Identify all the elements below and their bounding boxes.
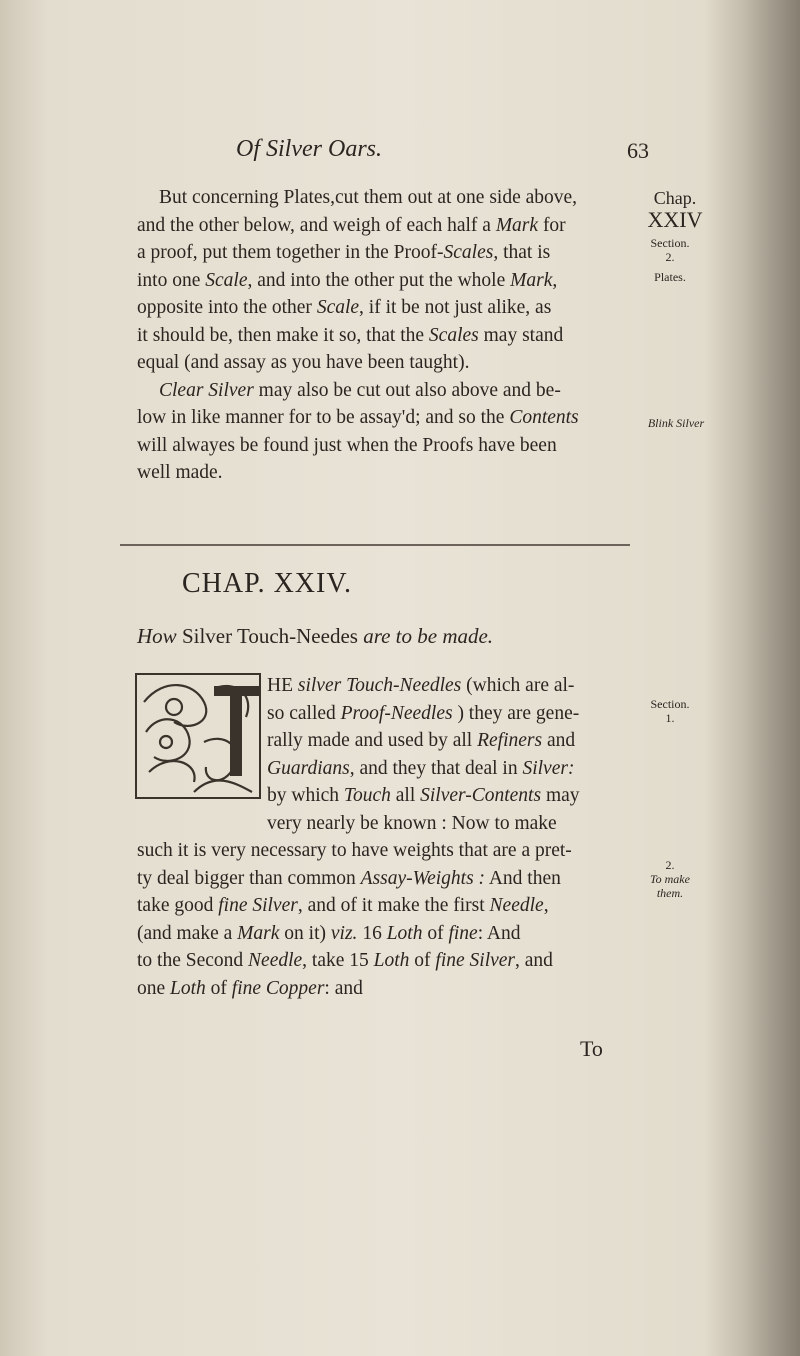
italic-span: Needle [248, 950, 303, 971]
italic-span: Clear Silver [159, 379, 254, 401]
text-span: by which [267, 785, 344, 806]
text-span: (and make a [137, 922, 238, 944]
text-line [137, 404, 627, 432]
chapter-heading: CHAP. XXIV. [182, 568, 352, 599]
italic-span: viz. [330, 922, 358, 944]
text-line [137, 672, 627, 700]
italic-span: Scales [443, 242, 494, 263]
margin-section-note [640, 236, 700, 284]
italic-span: fine Silver [218, 895, 298, 916]
margin-chap-number: XXIV [647, 207, 703, 232]
margin-plates: Plates. [654, 270, 686, 284]
italic-span: are to be made. [363, 624, 494, 648]
margin-note3-to-make: To make [650, 872, 690, 886]
text-line [137, 432, 627, 460]
margin-section-number: 2. [665, 250, 675, 264]
text-span: , that is [493, 242, 551, 263]
text-line [137, 920, 627, 948]
text-line [137, 837, 627, 865]
section-divider [120, 544, 630, 546]
italic-span: Guardians [267, 757, 350, 779]
text-span: take good [137, 895, 219, 916]
margin-chap-note [640, 188, 710, 232]
paragraph-plates [137, 184, 627, 487]
text-span: such it is very necessary to have weights that are a pret- [137, 840, 572, 861]
margin-section-label: Section. [650, 236, 690, 250]
text-span: And then [485, 867, 561, 889]
text-span: into one [137, 269, 206, 291]
margin-note3-them: them. [656, 886, 684, 900]
text-span: But concerning Plates,cut them out at one side above, [159, 187, 578, 208]
text-line [137, 810, 627, 838]
text-span: 16 [357, 922, 387, 944]
italic-span: Refiners [477, 730, 543, 751]
text-line [137, 377, 627, 405]
text-span: , [543, 895, 549, 916]
italic-span: Loth [386, 922, 423, 944]
text-span: low in like manner for to be assay'd; and so the [137, 407, 510, 428]
text-line [137, 892, 627, 920]
italic-span: Assay-Weights : [360, 867, 486, 889]
text-span: rally made and used by all [267, 730, 478, 751]
text-span: , take 15 [302, 950, 374, 971]
italic-span: Mark [495, 214, 539, 236]
margin-section2-label: Section. [650, 697, 690, 711]
italic-span: Loth [170, 977, 206, 999]
text-span: (which are al- [461, 675, 575, 696]
italic-span: Mark [510, 269, 553, 291]
text-span: , if it be not just alike, as [359, 297, 552, 318]
text-span: , and they that deal in [349, 757, 523, 779]
page-number: 63 [627, 138, 649, 163]
italic-span: fine [448, 922, 478, 944]
text-span: of [422, 922, 449, 944]
text-span: , and of it make the first [297, 895, 490, 916]
text-span: may also be cut out also above and be- [253, 379, 561, 401]
italic-span: How [137, 624, 177, 648]
italic-span: Mark [237, 922, 280, 944]
text-line [137, 975, 627, 1003]
italic-span: Proof-Needles [340, 702, 453, 724]
text-span: opposite into the other [137, 297, 317, 318]
text-span: very nearly be known : Now to make [267, 812, 557, 834]
text-line [137, 322, 627, 350]
italic-span: Silver-Contents [420, 785, 542, 806]
text-span: and [542, 730, 576, 751]
text-line [137, 267, 627, 295]
running-title: Of Silver Oars. [236, 136, 382, 162]
text-line [137, 865, 627, 893]
paragraph-touch-needles [137, 672, 627, 1002]
italic-span: Scales [428, 324, 479, 346]
margin-note3-number: 2. [665, 858, 675, 872]
text-span: and the other below, and weigh of each half a [137, 214, 496, 236]
text-line [137, 459, 627, 487]
text-span: on it) [279, 922, 331, 944]
margin-to-make-note [640, 858, 700, 900]
text-span: all [390, 785, 421, 806]
italic-span: fine Copper [231, 977, 325, 999]
running-head [0, 134, 800, 174]
catchword: To [580, 1036, 603, 1061]
text-span: one [137, 977, 171, 999]
text-span: : And [477, 922, 521, 944]
text-line [137, 700, 627, 728]
margin-section2-number: 1. [665, 711, 675, 725]
text-span: HE [267, 675, 298, 696]
text-span: , [552, 269, 558, 291]
text-span: will alwayes be found just when the Proofs have been [137, 434, 557, 456]
text-line [137, 727, 627, 755]
italic-span: Scale [205, 269, 248, 291]
text-span: Silver Touch-Needes [176, 624, 364, 648]
text-span: ty deal bigger than common [137, 867, 361, 889]
text-line [137, 212, 627, 240]
text-span: of [409, 950, 436, 971]
italic-span: Loth [373, 950, 410, 971]
text-line [137, 755, 627, 783]
italic-span: Contents [509, 407, 579, 428]
text-span: to the Second [137, 950, 249, 971]
text-span: : and [324, 977, 363, 999]
italic-span: Scale [316, 297, 360, 318]
text-span: may stand [478, 324, 564, 346]
italic-span: fine Silver [435, 950, 516, 971]
text-span: equal (and assay as you have been taught). [137, 352, 470, 373]
text-span: , and [515, 950, 553, 971]
italic-span: Needle [489, 895, 544, 916]
text-span: it should be, then make it so, that the [137, 324, 429, 346]
text-span: so called [267, 702, 341, 724]
italic-span: Silver: [522, 757, 575, 779]
text-span: for [538, 214, 566, 236]
text-span: of [205, 977, 232, 999]
text-line [137, 349, 627, 377]
text-span: well made. [137, 462, 223, 483]
text-span: may [541, 785, 580, 806]
italic-span: Touch [343, 785, 391, 806]
text-line [137, 782, 627, 810]
margin-blink-silver: Blink Silver [647, 416, 705, 430]
text-span: , and into the other put the whole [247, 269, 511, 291]
margin-chap-label: Chap. [653, 188, 697, 208]
text-line [137, 239, 627, 267]
italic-span: silver Touch-Needles [297, 675, 462, 696]
text-line [137, 947, 627, 975]
margin-section2-note [640, 697, 700, 725]
text-span: ) they are gene- [452, 702, 580, 724]
text-line [137, 184, 627, 212]
chapter-subtitle [137, 624, 493, 649]
text-span: a proof, put them together in the Proof- [137, 242, 444, 263]
page-edge-shadow [705, 0, 800, 1356]
text-line [137, 294, 627, 322]
